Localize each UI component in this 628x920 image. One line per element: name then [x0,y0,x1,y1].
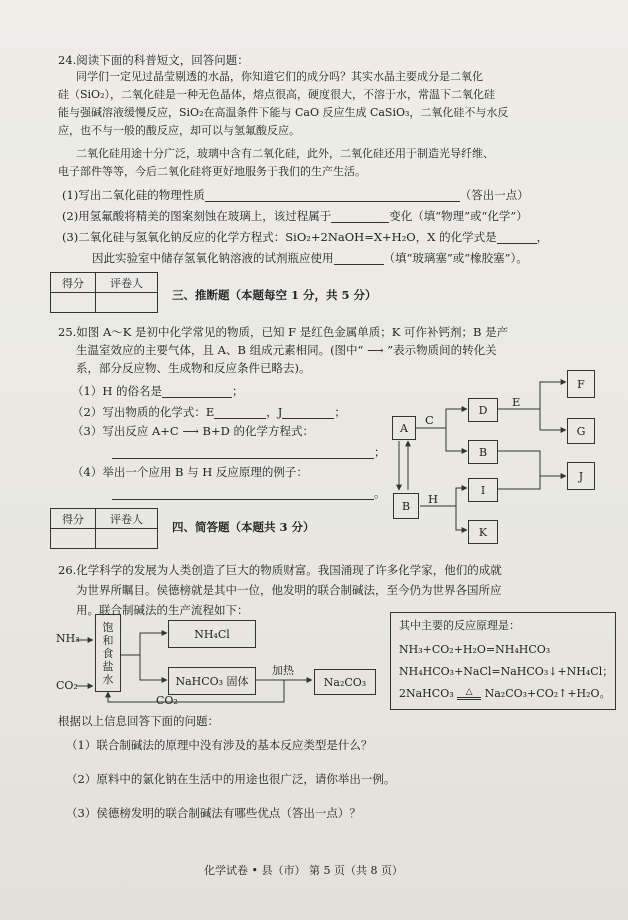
q25-line3: 系，部分反应物、生成物和反应条件已略去)。 [76,361,311,375]
flow-nh4cl-box: NH₄Cl [168,620,256,648]
node-D: D [468,398,498,422]
section4-heading: 四、简答题（本题共 3 分） [172,520,315,534]
q24-sub3-tail: ， [536,230,549,244]
score-header: 得分 [51,273,96,293]
q24-sub3b-tail: （填“玻璃塞”或“橡胶塞”）。 [383,251,528,265]
q24-sub1-text: (1)写出二氧化硅的物理性质 [62,188,205,202]
node-J: J [567,462,595,490]
q26-line2: 为世界所瞩目。侯德榜就是其中一位，他发明的联合制碱法，至今仍为世界各国所应 [76,583,502,597]
node-B-right: B [468,440,498,464]
reaction-3-left: 2NaHCO₃ [399,687,454,700]
q24-sub1-tail: （答出一点） [459,188,529,202]
q25-line1: 25.如图 A～K 是初中化学常见的物质，已知 F 是红色金属单质；K 可作补钙剂；B 是产 [58,325,509,339]
q24-sub2-tail: 变化（填“物理”或“化学”） [389,209,528,223]
q25-sub3-text: （3）写出反应 A+C ⟶ B+D 的化学方程式： [72,424,314,438]
q26-prompt: 根据以上信息回答下面的问题： [58,714,219,728]
flow-co2-recycle: CO₂ [156,694,178,707]
q24-para1-line3: 能与强碱溶液缓慢反应，SiO₂在高温条件下能与 CaO 反应生成 CaSiO₃，二氧化硅不与水反 [58,106,509,119]
q25-sub3-tail: ； [374,445,386,459]
flow-na2co3-box: Na₂CO₃ [314,669,376,695]
flow-heat-label: 加热 [272,664,294,677]
node-A: A [392,416,416,440]
q25-sub4-text: （4）举出一个应用 B 与 H 反应原理的例子： [72,465,308,479]
flow-nh3: NH₃ [56,632,80,645]
q26-line1: 26.化学科学的发展为人类创造了巨大的物质财富。我国涌现了许多化学家，他们的成就 [58,563,502,577]
q26-sub1: （1）联合制碱法的原理中没有涉及的基本反应类型是什么？ [66,738,373,752]
q24-sub3-text: (3)二氧化硅与氢氧化钠反应的化学方程式：SiO₂+2NaOH=X+H₂O，X 的化学式是 [62,230,497,244]
flow-brine-box [95,614,121,692]
node-F: F [567,370,595,398]
q24-title: 24.阅读下面的科普短文，回答问题： [58,53,249,67]
q26-sub2: （2）原料中的氯化钠在生活中的用途也很广泛，请你举出一例。 [66,772,396,786]
label-C: C [425,413,434,427]
q24-para1-line4: 应，也不与一般的酸反应，却可以与氢氟酸反应。 [58,124,300,137]
reaction-3-right: Na₂CO₃+CO₂↑+H₂O。 [484,687,611,700]
q24-para2-line2: 电子部件等等，今后二氧化硅将更好地服务于我们的生产生活。 [58,165,366,178]
page-footer: 化学试卷 • 县（市） 第 5 页（共 8 页） [204,864,403,877]
q24-sub2-text: (2)用氢氟酸将精美的图案刻蚀在玻璃上，该过程属于 [62,209,332,223]
q25-sub1-text: （1）H 的俗名是 [72,384,163,398]
label-H: H [428,492,439,506]
q24-para2-line1: 二氧化硅用途十分广泛，玻璃中含有二氧化硅，此外，二氧化硅还用于制造光导纤维、 [76,147,494,160]
q25-line2: 生温室效应的主要气体，且 A、B 组成元素相同。(图中“ ⟶ ”表示物质间的转化关 [76,343,497,357]
flow-brine-label: 饱和食盐水 [102,620,114,686]
q26-line3: 用。联合制碱法的生产流程如下： [76,603,249,617]
q24-para1-line1: 同学们一定见过晶莹剔透的水晶，你知道它们的成分吗？其实水晶主要成分是二氧化 [76,70,483,83]
heat-condition: △ [457,688,481,700]
node-I: I [468,478,498,502]
q25-sub2-text: （2）写出物质的化学式：E [72,405,215,419]
grader-header: 评卷人 [96,509,158,529]
flow-co2-input: CO₂ [56,679,78,692]
q26-sub3: （3）侯德榜发明的联合制碱法有哪些优点（答出一点）？ [66,806,361,820]
q24-sub3b-text: 因此实验室中储存氢氧化钠溶液的试剂瓶应使用 [92,251,334,265]
reaction-principles-box [390,612,616,710]
reaction-2: NH₄HCO₃+NaCl=NaHCO₃↓+NH₄Cl； [399,665,614,678]
node-K: K [468,520,498,544]
q25-sub4-tail: 。 [374,486,386,500]
q25-sub2-tail: ； [334,405,346,419]
section3-heading: 三、推断题（本题每空 1 分，共 5 分） [172,288,377,302]
reaction-3 [399,687,611,701]
q25-sub2-mid: ，J [266,405,283,419]
flow-nahco3-box: NaHCO₃ 固体 [168,667,256,695]
node-G: G [567,418,595,444]
q25-sub1-tail: ； [232,384,244,398]
reaction-1: NH₃+CO₂+H₂O=NH₄HCO₃ [399,643,551,656]
grader-header: 评卷人 [96,273,158,293]
q24-para1-line2: 硅（SiO₂），二氧化硅是一种无色晶体，熔点很高，硬度很大，不溶于水，常温下二氧化硅 [58,88,495,101]
label-E: E [512,395,521,409]
node-B-lower: B [393,493,419,519]
reactions-title: 其中主要的反应原理是： [399,619,520,632]
score-header: 得分 [51,509,96,529]
